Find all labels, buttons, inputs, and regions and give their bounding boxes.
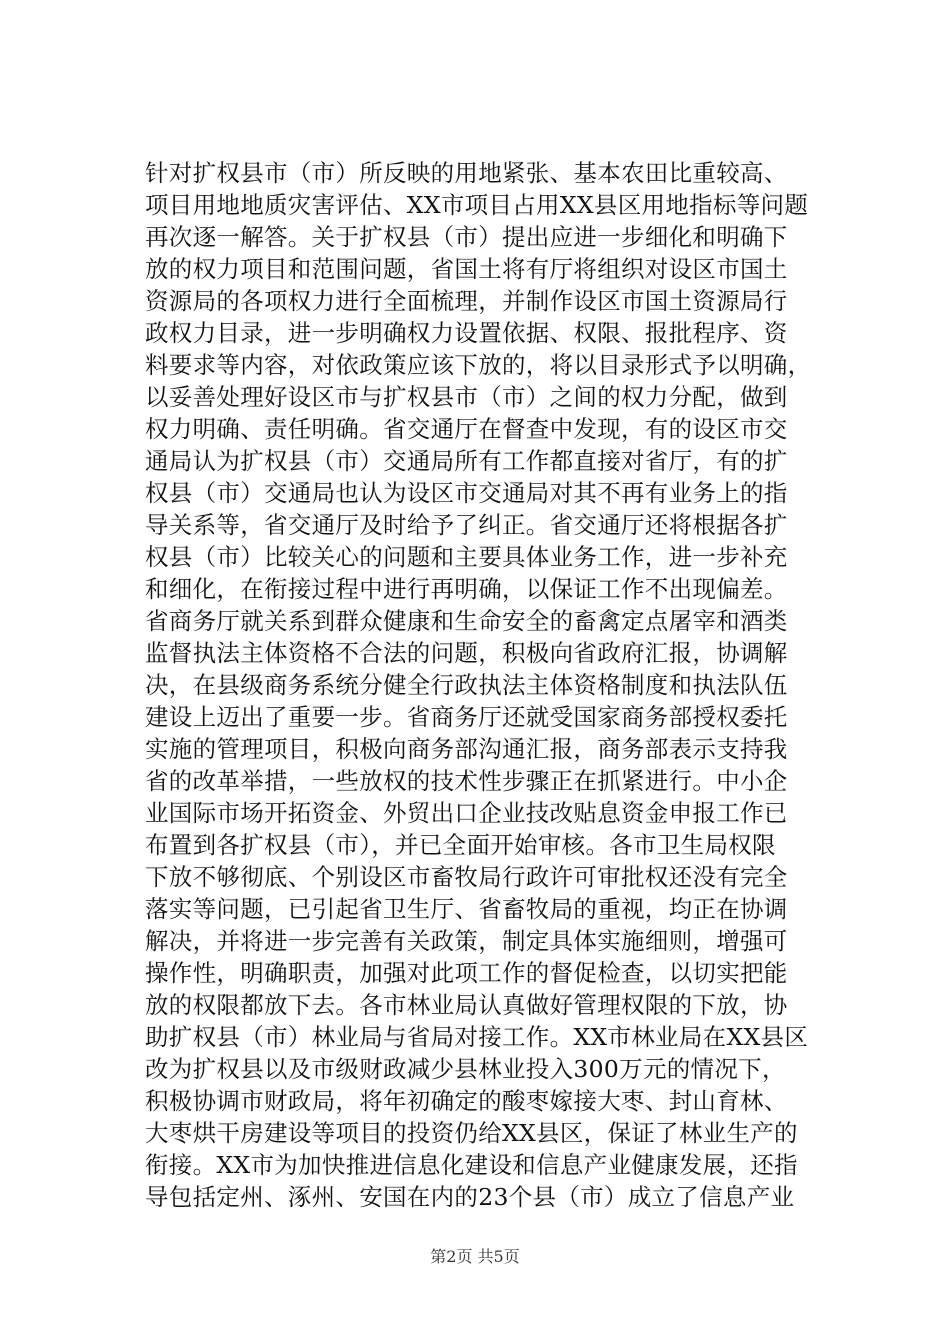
- text-line: 权县（市）比较关心的问题和主要具体业务工作，进一步补充: [145, 543, 788, 571]
- text-line: 权力明确、责任明确。省交通厅在督查中发现，有的设区市交: [145, 415, 788, 443]
- text-line: 大枣烘干房建设等项目的投资仍给XX县区，保证了林业生产的: [145, 1119, 798, 1147]
- text-line: 通局认为扩权县（市）交通局所有工作都直接对省厅，有的扩: [145, 447, 788, 475]
- text-line: 导包括定州、涿州、安国在内的23个县（市）成立了信息产业: [145, 1183, 795, 1211]
- text-line: 资源局的各项权力进行全面梳理，并制作设区市国土资源局行: [145, 287, 788, 315]
- text-line: 放的权力项目和范围问题，省国土将有厅将组织对设区市国土: [145, 255, 788, 283]
- text-line: 权县（市）交通局也认为设区市交通局对其不再有业务上的指: [145, 479, 788, 507]
- text-line: 落实等问题，已引起省卫生厅、省畜牧局的重视，均正在协调: [145, 895, 788, 923]
- text-line: 省的改革举措，一些放权的技术性步骤正在抓紧进行。中小企: [145, 767, 788, 795]
- text-line: 改为扩权县以及市级财政减少县林业投入300万元的情况下，: [145, 1055, 786, 1083]
- text-line: 政权力目录，进一步明确权力设置依据、权限、报批程序、资: [145, 319, 788, 347]
- text-line: 和细化，在衔接过程中进行再明确，以保证工作不出现偏差。: [145, 575, 788, 603]
- text-line: 衔接。XX市为加快推进信息化建设和信息产业健康发展，还指: [145, 1151, 798, 1179]
- text-line: 项目用地地质灾害评估、XX市项目占用XX县区用地指标等问题: [145, 191, 809, 219]
- text-line: 监督执法主体资格不合法的问题，积极向省政府汇报，协调解: [145, 639, 788, 667]
- text-line: 助扩权县（市）林业局与省局对接工作。XX市林业局在XX县区: [145, 1023, 809, 1051]
- text-line: 建设上迈出了重要一步。省商务厅还就受国家商务部授权委托: [145, 703, 788, 731]
- text-line: 省商务厅就关系到群众健康和生命安全的畜禽定点屠宰和酒类: [145, 607, 788, 635]
- body-paragraph: [145, 157, 833, 1213]
- text-line: 布置到各扩权县（市），并已全面开始审核。各市卫生局权限: [145, 831, 776, 859]
- text-line: 针对扩权县市（市）所反映的用地紧张、基本农田比重较高、: [145, 159, 788, 187]
- text-line: 料要求等内容，对依政策应该下放的，将以目录形式予以明确，: [145, 351, 812, 379]
- text-line: 导关系等，省交通厅及时给予了纠正。省交通厅还将根据各扩: [145, 511, 788, 539]
- text-line: 操作性，明确职责，加强对此项工作的督促检查，以切实把能: [145, 959, 788, 987]
- text-line: 积极协调市财政局，将年初确定的酸枣嫁接大枣、封山育林、: [145, 1087, 788, 1115]
- text-line: 下放不够彻底、个别设区市畜牧局行政许可审批权还没有完全: [145, 863, 788, 891]
- text-line: 再次逐一解答。关于扩权县（市）提出应进一步细化和明确下: [145, 223, 788, 251]
- text-line: 放的权限都放下去。各市林业局认真做好管理权限的下放，协: [145, 991, 788, 1019]
- text-line: 业国际市场开拓资金、外贸出口企业技改贴息资金申报工作已: [145, 799, 788, 827]
- text-line: 解决，并将进一步完善有关政策，制定具体实施细则，增强可: [145, 927, 788, 955]
- text-line: 决，在县级商务系统分健全行政执法主体资格制度和执法队伍: [145, 671, 788, 699]
- page-number-footer: 第2页 共5页: [430, 1247, 520, 1266]
- text-line: 以妥善处理好设区市与扩权县市（市）之间的权力分配，做到: [145, 383, 788, 411]
- text-line: 实施的管理项目，积极向商务部沟通汇报，商务部表示支持我: [145, 735, 788, 763]
